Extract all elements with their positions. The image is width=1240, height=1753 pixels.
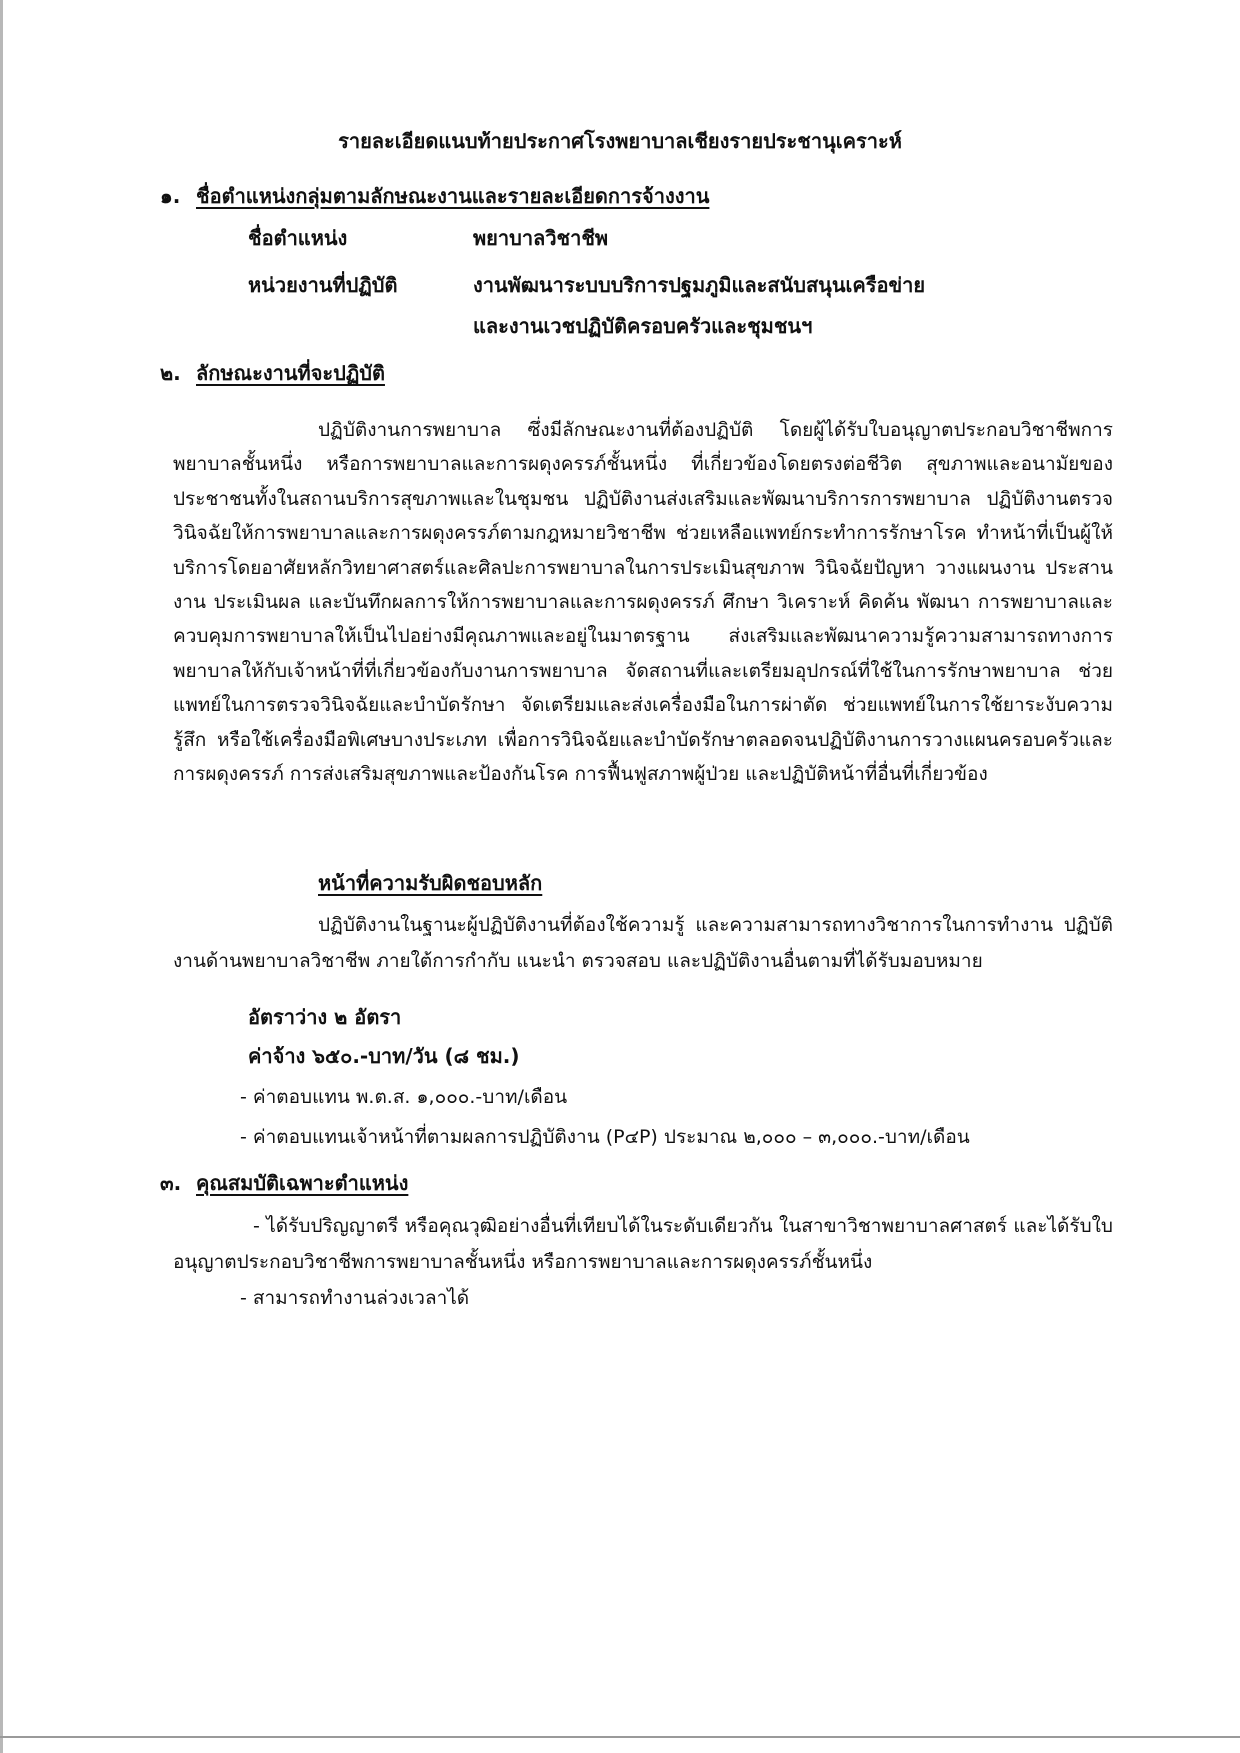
section1-heading [160,183,709,209]
section3-heading [160,1170,408,1196]
section2-number: ๒. [160,361,181,385]
section2-heading [160,360,385,386]
duties-paragraph [173,907,1113,979]
description-text: ปฏิบัติงานการพยาบาล ซึ่งมีลักษณะงานที่ต้องปฏิบัติ โดยผู้ได้รับใบอนุญาตประกอบวิชาชีพการพยาบาลชั้นหนึ่ง หรือการพยาบาลและการผดุงครรภ์ชั้นหนึ่ง ที่เกี่ยวข้องโดยตรงต่อชีวิต สุขภาพและอนามัยของประชาชนทั้งในสถานบริการสุขภาพและในชุมชน ปฏิบัติงานส่งเสริมและพัฒนาบริการการพยาบาล ปฏิบัติงานตรวจวินิจฉัยให้การพยาบาลและการผดุงครรภ์ตามกฎหมายวิชาชีพ ช่วยเหลือแพทย์กระทำการรักษาโรค ทำหน้าที่เป็นผู้ให้บริการโดยอาศัยหลักวิทยาศาสตร์และศิลปะการพยาบาลในการประเมินสุขภาพ วินิจฉัยปัญหา วางแผนงาน ประสานงาน ประเมินผล และบันทึกผลการให้การพยาบาลและการผดุงครรภ์ ศึกษา วิเคราะห์ คิดค้น พัฒนา การพยาบาลและควบคุมการพยาบาลให้เป็นไปอย่างมีคุณภาพและอยู่ในมาตรฐาน ส่งเสริมและพัฒนาความรู้ความสามารถทางการพยาบาลให้กับเจ้าหน้าที่ที่เกี่ยวข้องกับงานการพยาบาล จัดสถานที่และเตรียมอุปกรณ์ที่ใช้ในการรักษาพยาบาล ช่วยแพทย์ในการตรวจวินิจฉัยและบำบัดรักษา จัดเตรียมและส่งเครื่องมือในการผ่าตัด ช่วยแพทย์ในการใช้ยาระงับความรู้สึก หรือใช้เครื่องมือพิเศษบางประเภท เพื่อการวินิจฉัยและบำบัดรักษาตลอดจนปฏิบัติงานการวางแผนครอบครัวและการผดุงครรภ์ การส่งเสริมสุขภาพและป้องกันโรค การฟื้นฟูสภาพผู้ป่วย และปฏิบัติหน้าที่อื่นที่เกี่ยวข้อง [173,419,1114,786]
overtime-line: - สามารถทำงานล่วงเวลาได้ [240,1287,470,1309]
qualification-text: - ได้รับปริญญาตรี หรือคุณวุฒิอย่างอื่นที่เทียบได้ในระดับเดียวกัน ในสาขาวิชาพยาบาลศาสตร์ และได้รับใบอนุญาตประกอบวิชาชีพการพยาบาลชั้นหนึ่ง หรือการพยาบาลและการผดุงครรภ์ชั้นหนึ่ง [173,1215,1113,1273]
duties-text: ปฏิบัติงานในฐานะผู้ปฏิบัติงานที่ต้องใช้ความรู้ และความสามารถทางวิชาการในการทำงาน ปฏิบัติงานด้านพยาบาลวิชาชีพ ภายใต้การกำกับ แนะนำ ตรวจสอบ และปฏิบัติงานอื่นตามที่ได้รับมอบหมาย [173,914,1113,972]
scan-edge-left [0,0,3,1753]
section1-number: ๑. [160,184,181,208]
section1-title: ชื่อตำแหน่งกลุ่มตามลักษณะงานและรายละเอียดการจ้างงาน [196,184,710,208]
section3-number: ๓. [160,1171,182,1195]
unit-value-line1: งานพัฒนาระบบบริการปฐมภูมิและสนับสนุนเครือข่าย [473,273,926,297]
position-label: ชื่อตำแหน่ง [248,226,348,250]
position-value: พยาบาลวิชาชีพ [473,226,609,250]
section3-title: คุณสมบัติเฉพาะตำแหน่ง [196,1171,409,1195]
allowance-p4p: - ค่าตอบแทนเจ้าหน้าที่ตามผลการปฏิบัติงาน (P๔P) ประมาณ ๒,๐๐๐ – ๓,๐๐๐.-บาท/เดือน [240,1126,970,1148]
allowance-pts: - ค่าตอบแทน พ.ต.ส. ๑,๐๐๐.-บาท/เดือน [240,1086,568,1108]
duties-heading: หน้าที่ความรับผิดชอบหลัก [318,871,543,895]
unit-value-line2: และงานเวชปฏิบัติครอบครัวและชุมชนฯ [473,314,813,338]
qualification-paragraph [173,1208,1113,1280]
section2-description [173,413,1113,791]
scan-edge-bottom [0,1736,1240,1738]
section2-title: ลักษณะงานที่จะปฏิบัติ [196,361,385,385]
unit-label: หน่วยงานที่ปฏิบัติ [248,273,398,297]
vacancy-line: อัตราว่าง ๒ อัตรา [248,1005,402,1029]
document-title: รายละเอียดแนบท้ายประกาศโรงพยาบาลเชียงรายประชานุเคราะห์ [338,129,902,153]
wage-line: ค่าจ้าง ๖๕๐.-บาท/วัน (๘ ชม.) [248,1044,520,1068]
